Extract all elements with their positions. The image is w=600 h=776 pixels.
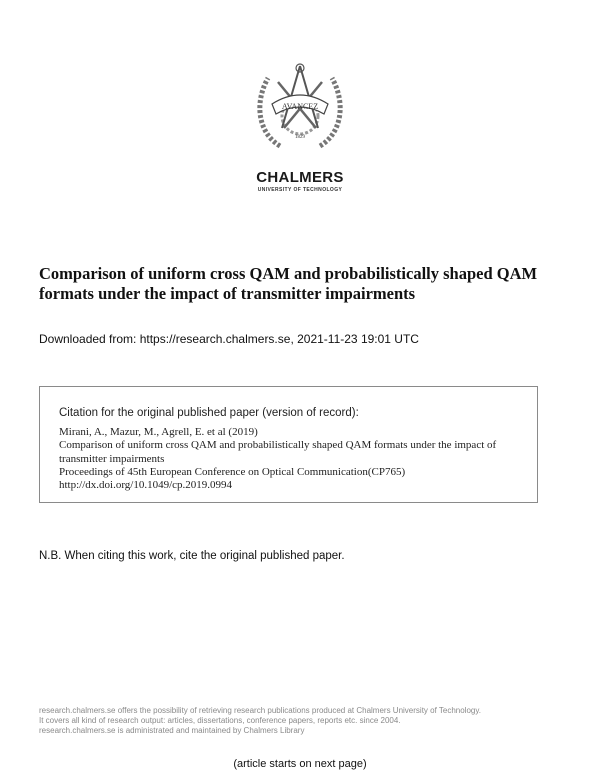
svg-text:AVANCEZ: AVANCEZ <box>281 102 319 111</box>
download-source: Downloaded from: https://research.chalmers.se, 2021-11-23 19:01 UTC <box>39 332 419 346</box>
citation-title: Comparison of uniform cross QAM and probabilistically shaped QAM formats under the impact of transmitter impairments <box>59 439 497 465</box>
paper-title: Comparison of uniform cross QAM and probabilistically shaped QAM formats under the impact of transmitter impairments <box>39 264 538 303</box>
citation-heading: Citation for the original published paper (version of record): <box>59 407 359 419</box>
footer-line: research.chalmers.se is administrated and maintained by Chalmers Library <box>39 726 305 735</box>
citation-doi-link[interactable]: http://dx.doi.org/10.1049/cp.2019.0994 <box>59 479 233 492</box>
chalmers-logo <box>230 58 370 193</box>
citation-venue: Proceedings of 45th European Conference on Optical Communication(CP765) <box>59 465 406 478</box>
citation-authors: Mirani, A., Mazur, M., Agrell, E. et al (2019) <box>59 426 258 438</box>
citation-body <box>59 426 529 492</box>
next-page-notice: (article starts on next page) <box>233 758 367 770</box>
svg-text:1829: 1829 <box>295 135 305 140</box>
citation-box <box>39 386 538 503</box>
citation-note: N.B. When citing this work, cite the original published paper. <box>39 550 345 562</box>
repository-footer <box>39 706 579 736</box>
footer-line: research.chalmers.se offers the possibility of retrieving research publications produced at Chalmers University of Technology. <box>39 706 481 715</box>
footer-line: It covers all kind of research output: articles, dissertations, conference papers, reports etc. since 2004. <box>39 716 401 725</box>
chalmers-seal-icon <box>250 58 350 158</box>
logo-subtitle: UNIVERSITY OF TECHNOLOGY <box>257 187 343 193</box>
logo-wordmark: CHALMERS <box>256 169 344 186</box>
